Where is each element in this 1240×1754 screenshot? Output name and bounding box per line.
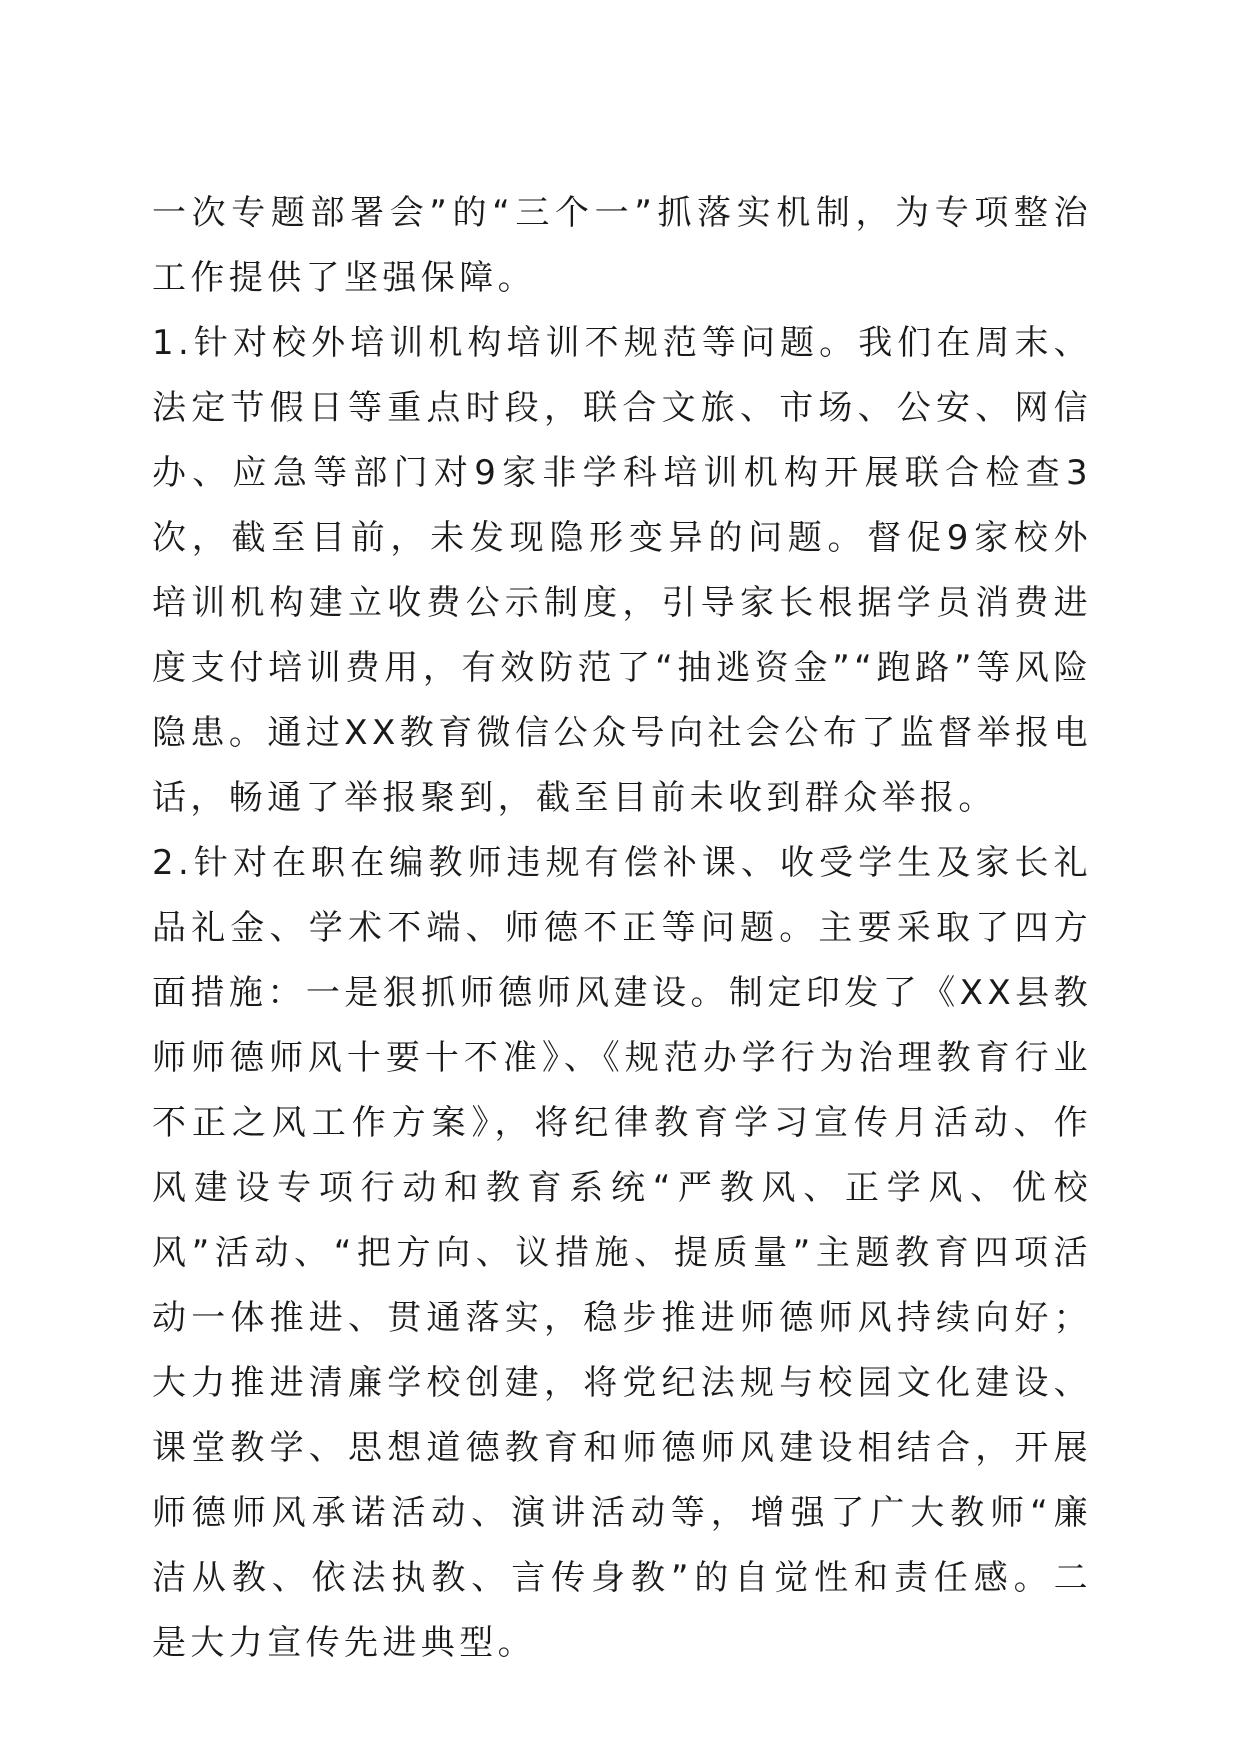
paragraph-item-1: 1.针对校外培训机构培训不规范等问题。我们在周末、法定节假日等重点时段，联合文旅、市场、公安、网信办、应急等部门对9家非学科培训机构开展联合检查3次，截至目前，未发现隐形变异的问题。督促9家校外培训机构建立收费公示制度，引导家长根据学员消费进度支付培训费用，有效防范了“抽逃资金”“跑路”等风险隐患。通过XX教育微信公众号向社会公布了监督举报电话，畅通了举报聚到，截至目前未收到群众举报。 xyxy=(152,323,1092,818)
paragraph-continuation: 一次专题部署会”的“三个一”抓落实机制，为专项整治工作提供了坚强保障。 xyxy=(152,193,1092,298)
document-body xyxy=(152,181,1092,1676)
paragraph-item-2: 2.针对在职在编教师违规有偿补课、收受学生及家长礼品礼金、学术不端、师德不正等问题。主要采取了四方面措施：一是狠抓师德师风建设。制定印发了《XX县教师师德师风十要十不准》、《规范办学行为治理教育行业不正之风工作方案》，将纪律教育学习宣传月活动、作风建设专项行动和教育系统“严教风、正学风、优校风”活动、“把方向、议措施、提质量”主题教育四项活动一体推进、贯通落实，稳步推进师德师风持续向好；大力推进清廉学校创建，将党纪法规与校园文化建设、课堂教学、思想道德教育和师德师风建设相结合，开展师德师风承诺活动、演讲活动等，增强了广大教师“廉洁从教、依法执教、言传身教”的自觉性和责任感。二是大力宣传先进典型。 xyxy=(152,843,1092,1663)
